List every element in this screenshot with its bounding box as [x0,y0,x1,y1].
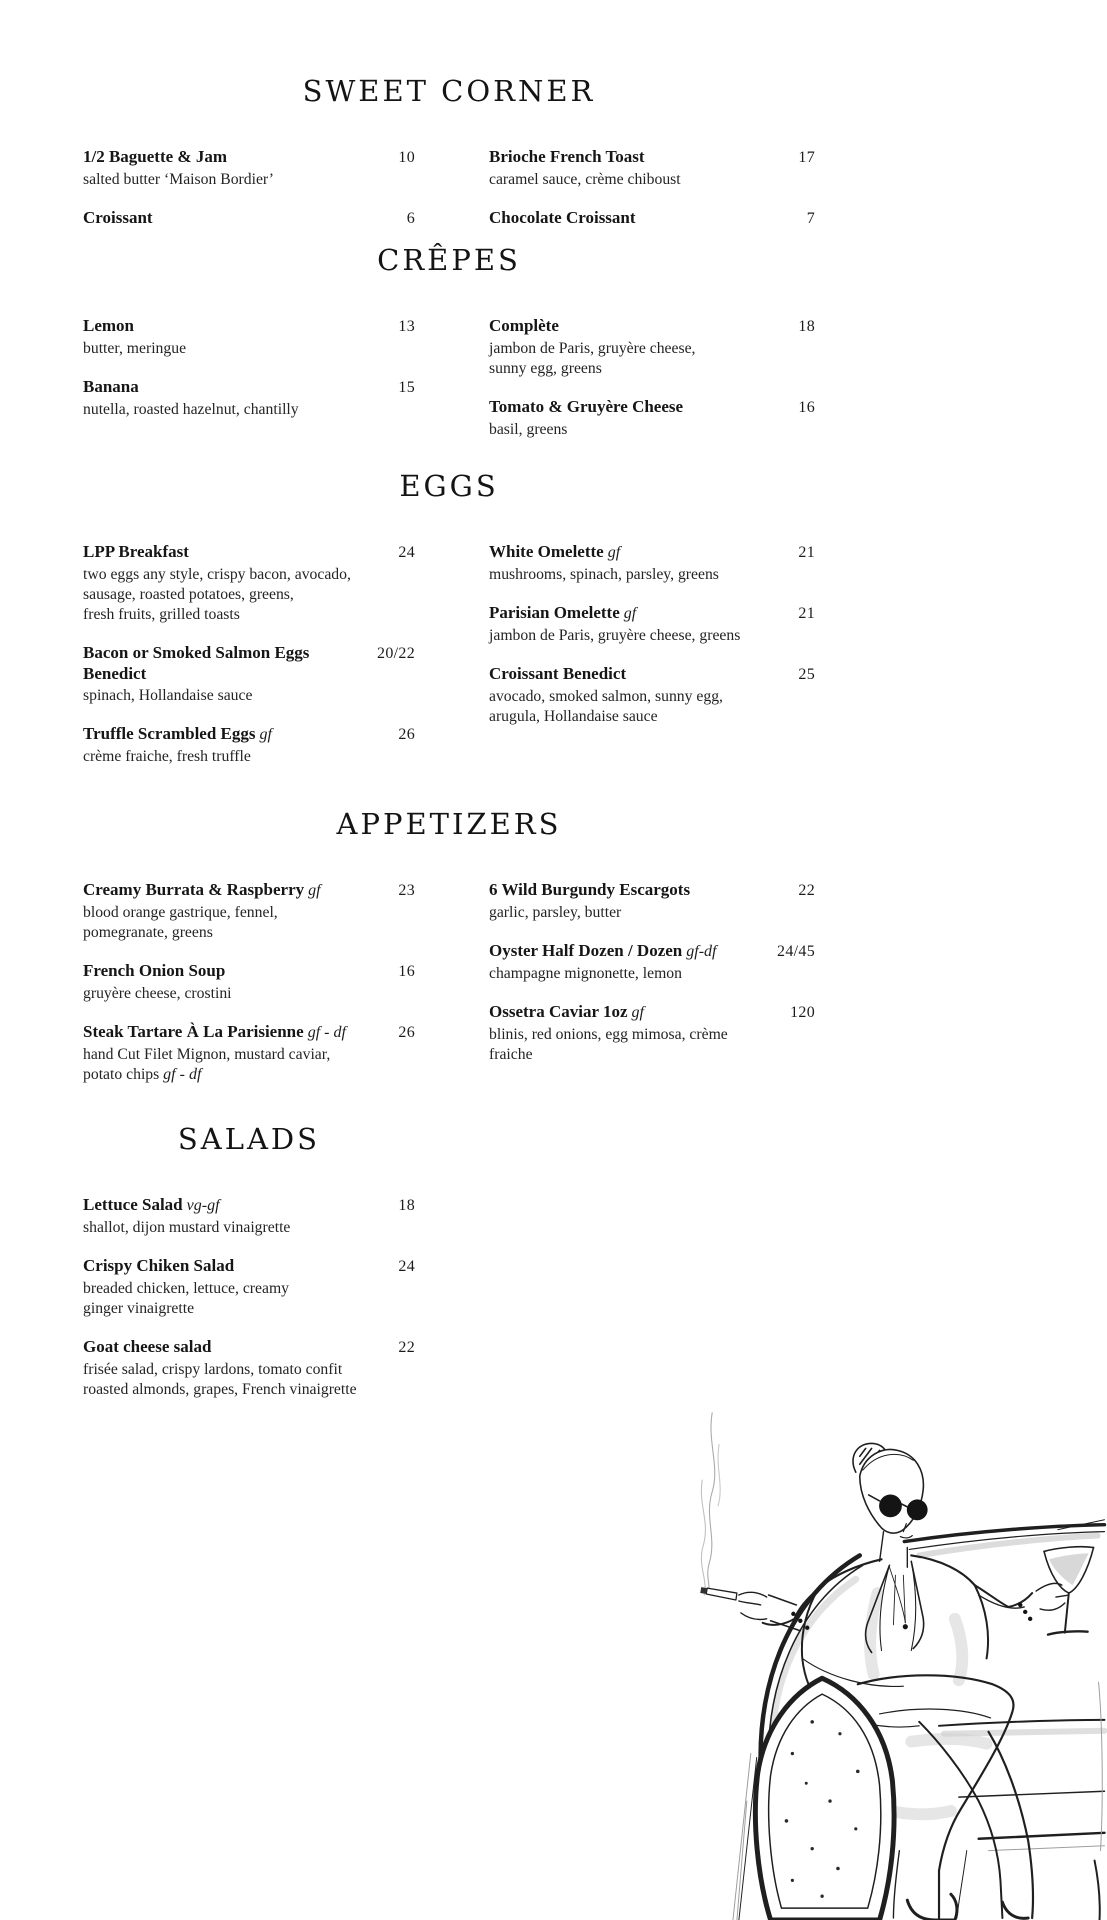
description-line: hand Cut Filet Mignon, mustard caviar, [83,1046,331,1063]
item-name-text: 1/2 Baguette & Jam [83,147,228,166]
menu-item [489,396,815,440]
item-name [83,541,197,562]
item-price: 18 [798,318,815,335]
description-line: jambon de Paris, gruyère cheese, [489,340,696,357]
item-name-text: Parisian Omelette [489,603,620,622]
section-columns [83,1194,815,1400]
item-description [489,1025,815,1065]
item-title-row [83,879,415,901]
item-name-text: Crispy Chiken Salad [83,1256,235,1275]
menu-item [489,663,815,727]
menu-item [83,146,415,190]
item-name-text: Oyster Half Dozen / Dozen [489,941,683,960]
item-name-text: Ossetra Caviar 1oz [489,1002,628,1021]
item-name-text: Lemon [83,316,134,335]
item-title-row [83,960,415,982]
dietary-tag: gf [627,1004,644,1021]
item-title-row [489,315,815,337]
menu-item [83,723,415,767]
description-line: crème fraiche, fresh truffle [83,748,251,765]
item-name-text: LPP Breakfast [83,542,189,561]
item-price: 22 [398,1339,415,1356]
item-price: 24 [398,544,415,561]
item-name-text: French Onion Soup [83,961,226,980]
item-name-text: Brioche French Toast [489,147,645,166]
item-title-row [83,207,415,229]
description-line: blood orange gastrique, fennel, [83,904,278,921]
item-title-row [489,663,815,685]
menu-item [83,1336,415,1400]
item-description [83,170,415,190]
section-salads [83,1124,815,1400]
smoke-lines [701,1413,720,1595]
item-title-row [489,879,815,901]
bench-lines [939,1682,1104,1920]
menu-item [489,602,815,646]
description-line: pomegranate, greens [83,924,213,941]
item-price: 6 [406,210,415,227]
column-right [489,541,815,767]
description-line: ginger vinaigrette [83,1300,195,1317]
description-line: sausage, roasted potatoes, greens, [83,586,294,603]
section-appetizers [83,809,815,1085]
column-left [83,541,415,767]
dietary-tag: gf-df [682,943,717,960]
item-description [83,400,415,420]
item-name-text: Goat cheese salad [83,1337,212,1356]
item-name [489,879,698,900]
item-price: 15 [398,379,415,396]
menu-item [83,315,415,359]
menu-item [83,207,415,229]
item-description [83,686,415,706]
item-name-text: Truffle Scrambled Eggs [83,724,256,743]
menu-item [489,315,815,379]
woman-with-wine-illustration [560,1385,1107,1920]
section-heading-appetizers: APPETIZERS [336,807,562,841]
item-title-row [83,1336,415,1358]
item-title-row [83,1255,415,1277]
item-description [489,420,815,440]
dietary-tag: gf - df [163,1066,202,1083]
item-price: 20/22 [377,645,415,662]
description-line: breaded chicken, lettuce, creamy [83,1280,289,1297]
item-description [489,964,815,984]
description-line: caramel sauce, crème chiboust [489,171,681,188]
description-line: champagne mignonette, lemon [489,965,682,982]
menu-item [83,376,415,420]
item-description [83,1045,415,1085]
description-line: two eggs any style, crispy bacon, avocado, [83,566,351,583]
item-description [83,1279,415,1319]
description-line: garlic, parsley, butter [489,904,622,921]
description-line: arugula, Hollandaise sauce [489,708,658,725]
item-name [489,146,653,167]
description-line: gruyère cheese, crostini [83,985,232,1002]
description-line: avocado, smoked salmon, sunny egg, [489,688,723,705]
item-name [489,315,567,336]
item-title-row [489,1001,815,1023]
item-name [83,1021,354,1043]
section-heading-crepes: CRÊPES [377,243,521,277]
item-price: 13 [398,318,415,335]
item-title-row [489,541,815,563]
item-name-text: Tomato & Gruyère Cheese [489,397,684,416]
item-name-text: Complète [489,316,559,335]
description-line: blinis, red onions, egg mimosa, crème [489,1026,728,1043]
description-line: fresh fruits, grilled toasts [83,606,240,623]
item-title-row [489,207,815,229]
item-name-text: Lettuce Salad [83,1195,183,1214]
menu-item [489,207,815,229]
column-left [83,1194,415,1400]
item-price: 17 [798,149,815,166]
menu-item [83,1255,415,1319]
item-title-row [83,642,415,684]
section-columns [83,879,815,1085]
item-title-row [83,723,415,745]
menu-item [83,879,415,943]
column-left [83,879,415,1085]
item-name-text: Bacon or Smoked Salmon Eggs Benedict [83,643,310,683]
menu-item [83,541,415,625]
item-name-text: Banana [83,377,139,396]
wine-glass [1044,1547,1094,1635]
item-price: 26 [398,726,415,743]
section-heading-eggs: EGGS [399,469,499,503]
item-description [489,626,815,646]
column-left [83,146,415,229]
item-name-text: 6 Wild Burgundy Escargots [489,880,691,899]
item-name-text: Croissant [83,208,153,227]
item-description [489,565,815,585]
item-name [83,1194,228,1216]
dietary-tag: gf - df [303,1024,346,1041]
menu-item [489,146,815,190]
column-right [489,1194,815,1400]
item-name [83,879,329,901]
item-name [489,602,644,624]
description-line: frisée salad, crispy lardons, tomato confit [83,1361,343,1378]
item-price: 18 [398,1197,415,1214]
column-right [489,879,815,1085]
item-price: 21 [798,544,815,561]
menu-item [83,1194,415,1238]
description-line: salted butter ‘Maison Bordier’ [83,171,274,188]
dietary-tag: gf [619,605,637,622]
dietary-tag: gf [255,726,272,743]
item-price: 22 [798,882,815,899]
item-name [489,1001,652,1023]
item-name-text: Creamy Burrata & Raspberry [83,880,305,899]
item-description [489,687,815,727]
menu-item [83,642,415,706]
description-line: roasted almonds, grapes, French vinaigrette [83,1381,357,1398]
item-title-row [83,376,415,398]
item-name [489,940,724,962]
item-description [83,903,415,943]
item-title-row [489,602,815,624]
item-name [83,207,161,228]
item-price: 24 [398,1258,415,1275]
item-price: 7 [806,210,815,227]
item-price: 26 [398,1024,415,1041]
section-columns [83,315,815,440]
menu-item [489,879,815,923]
item-name [489,207,644,228]
item-price: 21 [798,605,815,622]
description-line: sunny egg, greens [489,360,602,377]
description-line: spinach, Hollandaise sauce [83,687,253,704]
menu-item [83,1021,415,1085]
item-description [83,565,415,625]
column-right [489,146,815,229]
item-price: 16 [798,399,815,416]
item-name [83,1255,242,1276]
section-columns [83,146,815,229]
item-title-row [83,1194,415,1216]
item-price: 120 [790,1004,815,1021]
item-title-row [489,940,815,962]
table-edge [904,1520,1104,1556]
description-line: nutella, roasted hazelnut, chantilly [83,401,299,418]
item-title-row [83,1021,415,1043]
item-title-row [83,315,415,337]
item-description [489,903,815,923]
item-price: 10 [398,149,415,166]
menu-item [83,960,415,1004]
item-name-text: White Omelette [489,542,604,561]
item-name [83,376,147,397]
item-description [83,1360,415,1400]
item-name [83,642,377,684]
item-name [83,960,233,981]
item-description [83,339,415,359]
item-price: 25 [798,666,815,683]
menu-body [83,76,815,1400]
dietary-tag: vg-gf [182,1197,220,1214]
chair-shield [733,1678,894,1920]
section-sweet-corner [83,76,815,229]
menu-item [489,940,815,984]
section-crepes [83,245,815,440]
description-line: potato chips gf - df [83,1066,202,1083]
menu-item [489,1001,815,1065]
description-line: mushrooms, spinach, parsley, greens [489,566,719,583]
item-name [489,396,691,417]
item-name [83,146,235,167]
item-price: 23 [398,882,415,899]
description-line: basil, greens [489,421,568,438]
dietary-tag: gf [304,882,321,899]
item-name-text: Chocolate Croissant [489,208,636,227]
item-price: 16 [398,963,415,980]
item-name [83,315,142,336]
section-eggs [83,471,815,767]
section-heading-sweet-corner: SWEET CORNER [302,74,596,108]
item-description [83,1218,415,1238]
item-description [489,170,815,190]
item-name-text: Steak Tartare À La Parisienne [83,1022,304,1041]
description-line: shallot, dijon mustard vinaigrette [83,1219,291,1236]
item-description [83,747,415,767]
menu-item [489,541,815,585]
item-name [83,723,280,745]
item-title-row [489,146,815,168]
description-line: fraiche [489,1046,533,1063]
item-description [83,984,415,1004]
item-title-row [83,541,415,563]
description-line: butter, meringue [83,340,187,357]
item-price: 24/45 [777,943,815,960]
column-right [489,315,815,440]
item-description [489,339,815,379]
column-left [83,315,415,440]
section-heading-salads: SALADS [177,1122,321,1156]
description-line: jambon de Paris, gruyère cheese, greens [489,627,741,644]
item-name-text: Croissant Benedict [489,664,627,683]
dietary-tag: gf [603,544,621,561]
item-title-row [489,396,815,418]
item-name [83,1336,219,1357]
item-title-row [83,146,415,168]
item-name [489,541,628,563]
section-columns [83,541,815,767]
item-name [489,663,634,684]
